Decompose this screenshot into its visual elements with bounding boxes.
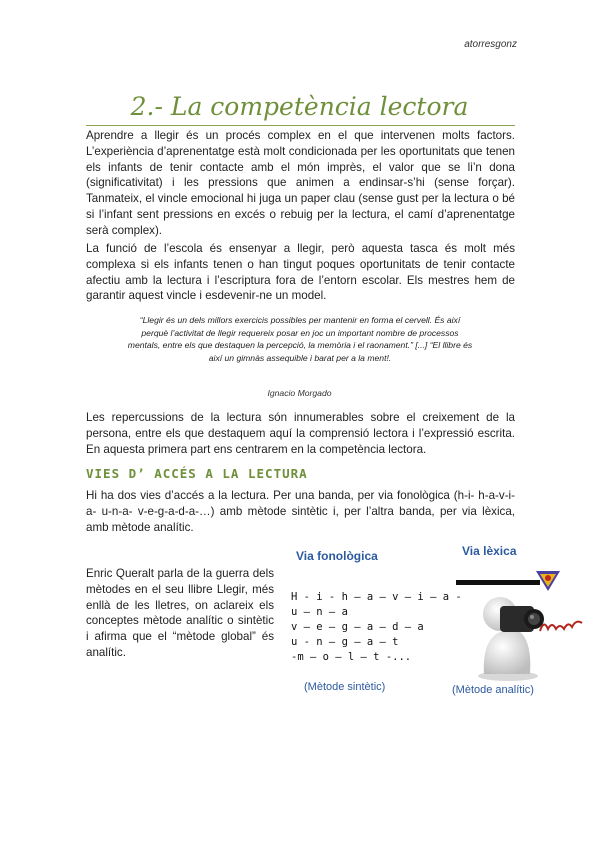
author-name: atorresgonz xyxy=(464,39,517,50)
via-line: u – n – a xyxy=(291,606,348,618)
via-fonologica-lines xyxy=(291,590,462,665)
metode-sintetic: (Mètode sintètic) xyxy=(304,681,386,693)
via-line: v – e – g – a – d – a xyxy=(291,621,424,633)
side-text: Enric Queralt parla de la guerra dels mètodes en el seu llibre Llegir, més enllà de les lletres, on aclareix els conceptes mètode analític o sintètic i afirma que el “mètode global” és analític. xyxy=(86,567,274,659)
via-line: -m – o – l – t -... xyxy=(291,651,412,663)
title-divider xyxy=(86,125,515,126)
via-fonologica-heading: Via fonològica xyxy=(296,549,378,563)
paragraph-3: Les repercussions de la lectura són innumerables sobre el creixement de la persona, entre els que destaquem aquí la comprensió lectora i l’expressió escrita. En aquesta primera part ens centrarem en la competència lectora. xyxy=(86,411,515,456)
paragraph-1: Aprendre a llegir és un procés complex en el que intervenen molts factors. L’experiència d’aprenentatge està molt condicionada per les oportunitats que tenen els infants de tenir contacte amb el món imprès, el valor que se li’n dona (significativitat) i les pressions que animen a endinsar-s’hi (sense forçar). Tanmateix, el vincle emocional hi juga un paper clau (sense gust per la lectura o bé si l’infant sent pressions en excés o rebuig per la lectura, el camí d’aprenentatge serà complex). xyxy=(86,129,515,237)
decorative-signature-icon xyxy=(538,617,586,635)
section-title: VIES D’ ACCÉS A LA LECTURA xyxy=(86,466,308,481)
paragraph-2: La funció de l’escola és ensenyar a llegir, però aquesta tasca és molt més complexa si els infants tenen o han tingut poques oportunitats de tenir contacte afectiu amb la lectura i l’escriptura fora de l’entorn escolar. Els mestres hem de garantir aquest vincle i esdevenir-ne un model. xyxy=(86,242,515,303)
figure-with-camera-icon xyxy=(470,582,548,682)
quote-text: “Llegir és un dels millors exercicis possibles per mantenir en forma el cervell. És així perquè l’activitat de llegir requereix posar en joc un important nombre de processos mentals, entre els que destaquen la percepció, la memòria i el raonament.” [...] “El llibre és així un gimnàs assequible i barat per a la ment!. xyxy=(127,315,473,363)
page-title: 2.- La competència lectora xyxy=(130,92,469,121)
section-text: Hi ha dos vies d’accés a la lectura. Per una banda, per via fonològica (h-i- h-a-v-i-a- u-n-a- v-e-g-a-d-a-…) amb mètode sintètic i, per l’altra banda, per via lèxica, amb mètode analític. xyxy=(86,489,515,534)
metode-analitic: (Mètode analític) xyxy=(452,684,534,696)
via-line: u - n – g – a – t xyxy=(291,636,399,648)
quote-author: Ignacio Morgado xyxy=(267,388,332,398)
via-lexica-heading: Via lèxica xyxy=(462,544,517,558)
via-line: H - i - h – a – v – i – a - xyxy=(291,591,462,603)
